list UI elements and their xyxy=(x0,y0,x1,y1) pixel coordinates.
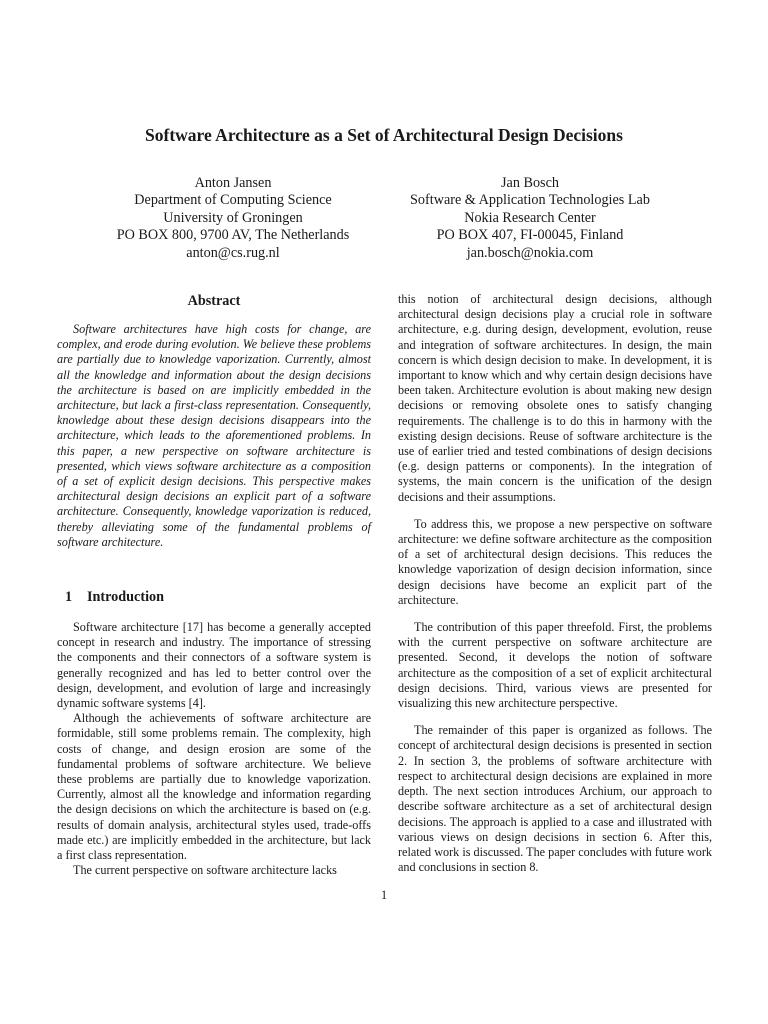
paragraph: Although the achievements of software architecture are formidable, still some problems remain. The complexity, high costs of change, and design erosion are some of the fundamental problems of software architecture. We believe these problems are partially due to knowledge vaporization. Currently, almost all the knowledge and information regarding the design decisions on which the architecture is based on (e.g. results of domain analysis, architectural styles used, trade-offs made etc.) are implicitly embedded in the architecture, but lack a first class representation. xyxy=(57,711,371,863)
abstract-body xyxy=(57,322,371,550)
author-name: Anton Jansen xyxy=(194,175,272,191)
paragraph: To address this, we propose a new perspective on software architecture: we define software architecture as the composition of a set of architectural design decisions. This reduces the knowledge vaporization of design decision information, since design decisions have become an explicit part of the architecture. xyxy=(398,516,712,607)
author-address: PO BOX 407, FI-00045, Finland xyxy=(436,227,624,244)
abstract-heading: Abstract xyxy=(187,293,241,309)
author-email: anton@cs.rug.nl xyxy=(186,244,280,261)
section-title: Introduction xyxy=(87,589,164,605)
abstract-text: Software architectures have high costs for change, are complex, and erode during evolution. We believe these problems are partially due to knowledge vaporization. Currently, almost all the knowledge and information about the design decisions the architecture is based on are implicitly embedded in the architecture, but lack a first-class representation. Consequently, knowledge about these design decisions disappears into the architecture, which leads to the aforementioned problems. In this paper, a new perspective on software architecture is presented, which views software architecture as a composition of a set of explicit design decisions. This perspective makes architectural design decisions an explicit part of a software architecture. Consequently, knowledge vaporization is reduced, thereby alleviating some of the fundamental problems of software architecture. xyxy=(57,322,371,549)
paper-title: Software Architecture as a Set of Architectural Design Decisions xyxy=(145,125,623,145)
section-number: 1 xyxy=(65,589,73,605)
author-block-1 xyxy=(54,175,412,262)
author-institution: Nokia Research Center xyxy=(464,209,596,226)
paragraph: this notion of architectural design decisions, although architectural design decisions play a crucial role in software architecture, e.g. during design, development, evolution, reuse and integration of software architectures. In design, the main concern is which design decision to make. In development, it is important to know which and why certain design decisions have been taken. Architecture evolution is about making new design decisions or removing obsolete ones to satisfy changing requirements. The challenge is to do this in harmony with the existing design decisions. Reuse of software architecture is the use of earlier tried and tested combinations of design decisions (e.g. design patterns or components). In the integration of systems, the main concern is the unification of the design decisions and their assumptions. xyxy=(398,292,712,504)
paragraph: The current perspective on software architecture lacks xyxy=(73,863,337,878)
author-affiliation: Software & Application Technologies Lab xyxy=(410,192,650,209)
author-address: PO BOX 800, 9700 AV, The Netherlands xyxy=(116,227,350,244)
author-institution: University of Groningen xyxy=(163,209,303,226)
paragraph: Software architecture [17] has become a generally accepted concept in research and industry. The importance of stressing the components and their connectors of a software system is generally recognized and has led to better control over the design, development, and evolution of large and increasingly dynamic software systems [4]. xyxy=(57,620,371,711)
introduction-body xyxy=(57,620,371,878)
paragraph: The remainder of this paper is organized as follows. The concept of architectural design decisions is presented in section 2. In section 3, the problems of software architecture with respect to architectural design decisions are explained in more depth. The next section introduces Archium, our approach to describe software architecture as a set of architectural design decisions. The approach is applied to a case and illustrated with various views on design decisions in section 6. After this, related work is discussed. The paper concludes with future work and conclusions in section 8. xyxy=(398,723,712,875)
page-number: 1 xyxy=(380,888,388,902)
author-affiliation: Department of Computing Science xyxy=(134,192,332,209)
author-email: jan.bosch@nokia.com xyxy=(466,244,594,261)
author-block-2 xyxy=(384,175,676,262)
paragraph: The contribution of this paper threefold. First, the problems with the current perspective on software architecture are presented. Second, it develops the notion of software architecture as the composition of a set of explicit architectural design decisions. Third, various views are presented for visualizing this new architecture perspective. xyxy=(398,620,712,711)
author-name: Jan Bosch xyxy=(501,175,559,191)
right-column-body xyxy=(398,292,712,875)
section-heading-introduction xyxy=(65,588,164,606)
